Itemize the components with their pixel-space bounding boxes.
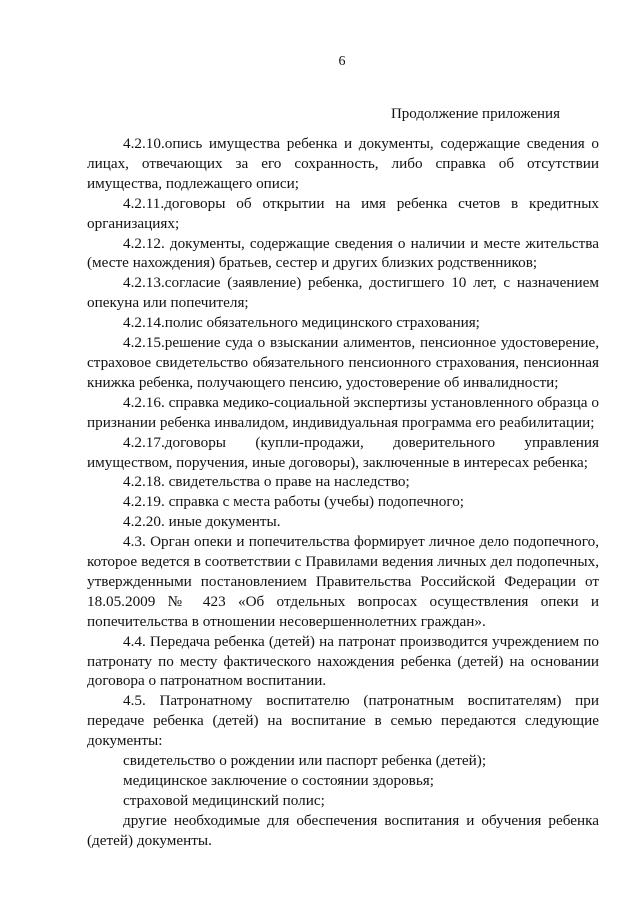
- paragraph-4-2-18: 4.2.18. свидетельства о праве на наследство;: [123, 473, 410, 491]
- appendix-continuation-note: Продолжение приложения: [390, 106, 560, 122]
- paragraph-4-5: 4.5. Патронатному воспитателю (патронатным воспитателям) при передаче ребенка (детей) на воспитание в семью передаются следующие документы:: [87, 692, 599, 750]
- document-list-item-insurance-policy: страховой медицинский полис;: [123, 791, 325, 809]
- document-body: [87, 134, 599, 851]
- document-list-item-medical-report: медицинское заключение о состоянии здоровья;: [123, 772, 434, 789]
- paragraph-4-2-16: 4.2.16. справка медико-социальной экспертизы установленного образца о признании ребенка инвалидом, индивидуальная программа его реабилитации;: [87, 393, 599, 431]
- document-list-item-other-documents: другие необходимые для обеспечения воспитания и обучения ребенка (детей) документы.: [87, 811, 599, 849]
- paragraph-4-2-12: 4.2.12. документы, содержащие сведения о наличии и месте жительства (месте нахождения) братьев, сестер и других близких родственников;: [87, 234, 599, 272]
- paragraph-4-2-14: 4.2.14.полис обязательного медицинского страхования;: [123, 314, 480, 332]
- paragraph-4-2-20: 4.2.20. иные документы.: [123, 513, 281, 531]
- paragraph-4-2-10: 4.2.10.опись имущества ребенка и документы, содержащие сведения о лицах, отвечающих за его сохранность, либо справка об отсутствии имущества, подлежащего описи;: [87, 135, 599, 192]
- paragraph-4-3: 4.3. Орган опеки и попечительства формирует личное дело подопечного, которое ведется в соответствии с Правилами ведения личных дел подопечных, утвержденными постановлением Правительства Российской Федерации от 18.05.2009 № 423 «Об отдельных вопросах осуществления опеки и попечительства в отношении несовершеннолетних граждан».: [87, 533, 599, 630]
- paragraph-4-2-19: 4.2.19. справка с места работы (учебы) подопечного;: [123, 493, 465, 511]
- paragraph-4-2-15: 4.2.15.решение суда о взыскании алиментов, пенсионное удостоверение, страховое свидетельство обязательного пенсионного страхования, пенсионная книжка ребенка, получающего пенсию, удостоверение об инвалидности;: [87, 334, 599, 391]
- document-list-item-birth-certificate: свидетельство о рождении или паспорт ребенка (детей);: [123, 752, 487, 770]
- page-number: 6: [338, 54, 346, 69]
- paragraph-4-4: 4.4. Передача ребенка (детей) на патронат производится учреждением по патронату по месту фактического нахождения ребенка (детей) на основании договора о патронатном воспитании.: [87, 632, 599, 690]
- paragraph-4-2-17: 4.2.17.договоры (купли-продажи, доверительного управления имуществом, поручения, иные договоры), заключенные в интересах ребенка;: [87, 433, 599, 471]
- paragraph-4-2-11: 4.2.11.договоры об открытии на имя ребенка счетов в кредитных организациях;: [87, 194, 599, 232]
- paragraph-4-2-13: 4.2.13.согласие (заявление) ребенка, достигшего 10 лет, с назначением опекуна или попечителя;: [87, 274, 599, 312]
